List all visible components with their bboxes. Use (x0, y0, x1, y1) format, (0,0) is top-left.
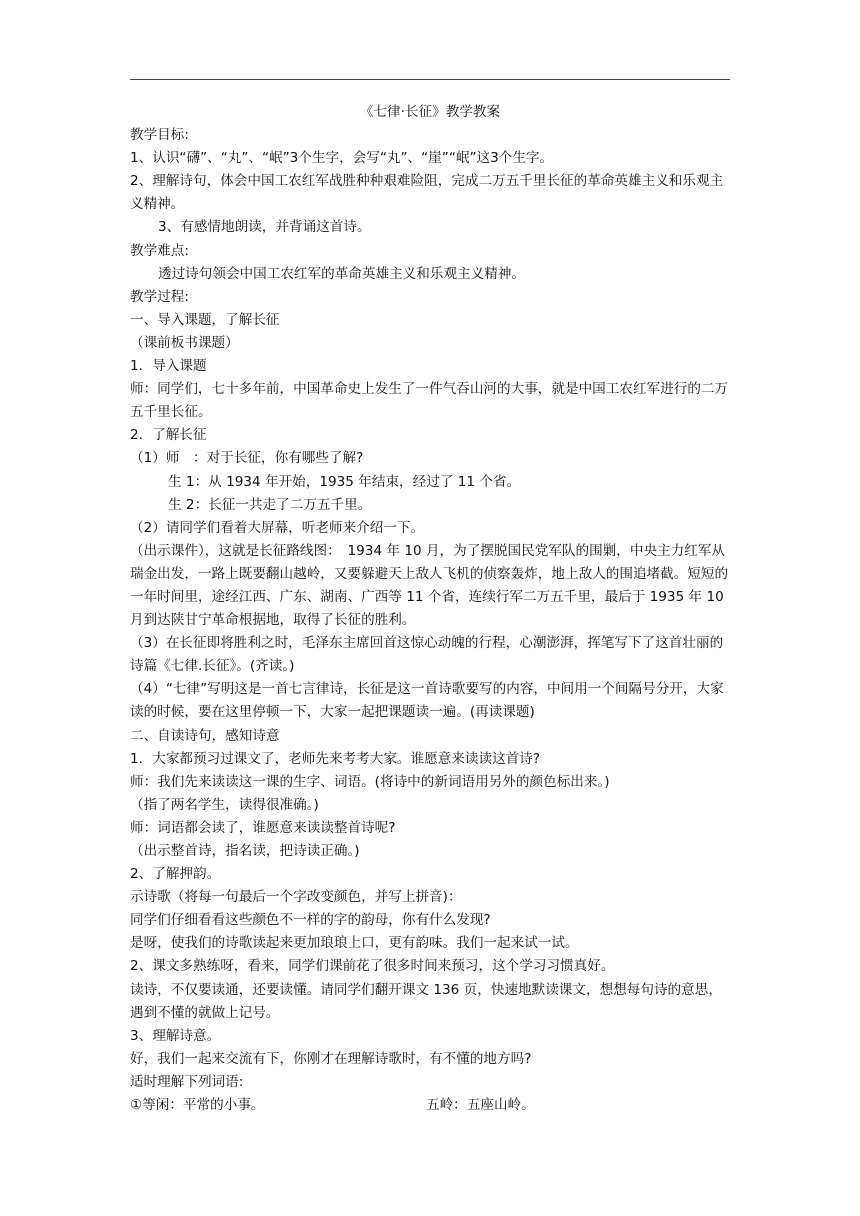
paragraph: 2、理解诗句，体会中国工农红军战胜种种艰难险阻，完成二万五千里长征的革命英雄主义和乐观主义精神。 (130, 173, 724, 213)
paragraph: 透过诗句领会中国工农红军的革命英雄主义和乐观主义精神。 (158, 265, 526, 282)
paragraph: （出示整首诗，指名读，把诗读正确。) (130, 843, 360, 859)
vocab-row (130, 1094, 730, 1117)
paragraph: 1．导入课题 (130, 358, 207, 375)
paragraph: 2、课文多熟练呀，看来，同学们课前花了很多时间来预习，这个学习习惯真好。 (130, 958, 615, 975)
paragraph: （2）请同学们看着大屏幕，听老师来介绍一下。 (130, 519, 425, 536)
paragraph: 读诗，不仅要读通，还要读懂。请同学们翻开课文 136 页，快速地默读课文，想想每句诗的意思，遇到不懂的就做上记号。 (130, 981, 722, 1021)
paragraph: （课前板书课题） (130, 334, 239, 351)
document-body (130, 101, 730, 1117)
paragraph: 2、了解押韵。 (130, 866, 221, 883)
paragraph: （指了两名学生，读得很准确。) (130, 796, 319, 813)
header-rule (130, 79, 730, 80)
paragraph: 师：我们先来读读这一课的生字、词语。(将诗中的新词语用另外的颜色标出来。) (130, 773, 610, 790)
page-title: 《七律·长征》教学教案 (359, 104, 501, 120)
paragraph: 2．了解长征 (130, 427, 207, 444)
paragraph: 生 1：从 1934 年开始，1935 年结束，经过了 11 个省。 (168, 473, 521, 490)
section-heading: 教学难点: (130, 242, 189, 259)
vocab-item: 五岭：五座山岭。 (426, 1097, 535, 1114)
paragraph: 适时理解下列词语: (130, 1073, 244, 1090)
paragraph: 二、自读诗句，感知诗意 (130, 727, 280, 744)
paragraph: （4）“七律”写明这是一首七言律诗，长征是这一首诗歌要写的内容，中间用一个间隔号分开，大家读的时候，要在这里停顿一下，大家一起把课题读一遍。(再读课题) (130, 681, 724, 721)
paragraph: 师：词语都会读了，谁愿意来读读整首诗呢? (130, 819, 396, 836)
paragraph: 1．大家都预习过课文了，老师先来考考大家。谁愿意来读读这首诗? (130, 750, 541, 767)
paragraph: 3、有感情地朗读，并背诵这首诗。 (158, 219, 371, 236)
paragraph: 示诗歌（将每一句最后一个字改变颜色，并写上拼音)： (130, 889, 462, 906)
section-heading: 教学过程: (130, 288, 189, 305)
paragraph: 1、认识“礴”、“丸”、“岷”3个生字，会写“丸”、“崖”“岷”这3个生字。 (130, 150, 554, 167)
paragraph: 好，我们一起来交流有下，你刚才在理解诗歌时，有不懂的地方吗? (130, 1050, 532, 1067)
paragraph: 生 2：长征一共走了二万五千里。 (168, 496, 372, 513)
section-heading: 教学目标: (130, 127, 189, 144)
paragraph: 是呀，使我们的诗歌读起来更加琅琅上口，更有韵味。我们一起来试一试。 (130, 935, 579, 952)
paragraph: （1）师 ：对于长征，你有哪些了解? (130, 450, 364, 467)
paragraph: 3、理解诗意。 (130, 1027, 221, 1044)
paragraph: （出示课件），这就是长征路线图： 1934 年 10 月，为了摆脱国民党军队的围剿，中央主力红军从瑞金出发，一路上既要翻山越岭，又要躲避天上敌人飞机的侦察轰炸，地上敌人的围追堵截。短短的一年时间里，途经江西、广东、湖南、广西等 11 个省，连续行军二万五千里，最后于 1935 年 10 月到达陕甘宁革命根据地，取得了长征的胜利。 (130, 542, 729, 629)
paragraph: 师：同学们，七十多年前，中国革命史上发生了一件气吞山河的大事，就是中国工农红军进行的二万五千里长征。 (130, 381, 729, 421)
paragraph: 一、导入课题，了解长征 (130, 311, 280, 328)
paragraph: 同学们仔细看看这些颜色不一样的字的韵母，你有什么发现? (130, 912, 491, 929)
vocab-item: ①等闲：平常的小事。 (130, 1097, 265, 1114)
paragraph: （3）在长征即将胜利之时，毛泽东主席回首这惊心动魄的行程，心潮澎湃，挥笔写下了这首壮丽的诗篇《七律.长征》。(齐读。) (130, 635, 724, 675)
